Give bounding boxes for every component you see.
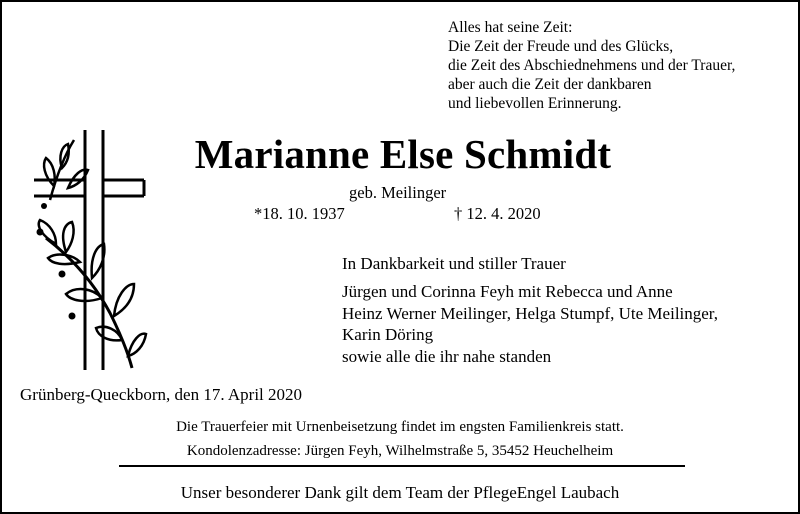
place-date: Grünberg-Queckborn, den 17. April 2020 <box>20 385 303 404</box>
mourners-intro: In Dankbarkeit und stiller Trauer <box>342 254 566 273</box>
mourner-line: sowie alle die ihr nahe standen <box>342 346 552 366</box>
deceased-name: Marianne Else Schmidt <box>194 131 612 177</box>
poem-line: aber auch die Zeit der dankbaren <box>448 76 652 93</box>
mourner-line: Jürgen und Corinna Feyh mit Rebecca und Anne <box>342 282 673 301</box>
mourner-line: Heinz Werner Meilinger, Helga Stumpf, Ute Meilinger, <box>342 303 719 323</box>
poem-line: Die Zeit der Freude und des Glücks, <box>448 38 674 55</box>
mourners-list <box>342 281 718 367</box>
poem-line: und liebevollen Erinnerung. <box>448 95 622 112</box>
death-date: † 12. 4. 2020 <box>454 204 541 223</box>
birth-name: geb. Meilinger <box>349 183 447 202</box>
thanks-note: Unser besonderer Dank gilt dem Team der PflegeEngel Laubach <box>180 483 620 502</box>
funeral-info: Die Trauerfeier mit Urnenbeisetzung findet im engsten Familienkreis statt. <box>176 419 624 435</box>
mourner-line: Karin Döring <box>342 325 434 344</box>
birth-date: *18. 10. 1937 <box>254 204 345 223</box>
poem-line: die Zeit des Abschiednehmens und der Trauer, <box>448 57 736 74</box>
poem <box>448 18 735 113</box>
condolence-address: Kondolenzadresse: Jürgen Feyh, Wilhelmstraße 5, 35452 Heuchelheim <box>186 443 614 459</box>
divider <box>119 465 685 467</box>
poem-line: Alles hat seine Zeit: <box>448 19 573 36</box>
